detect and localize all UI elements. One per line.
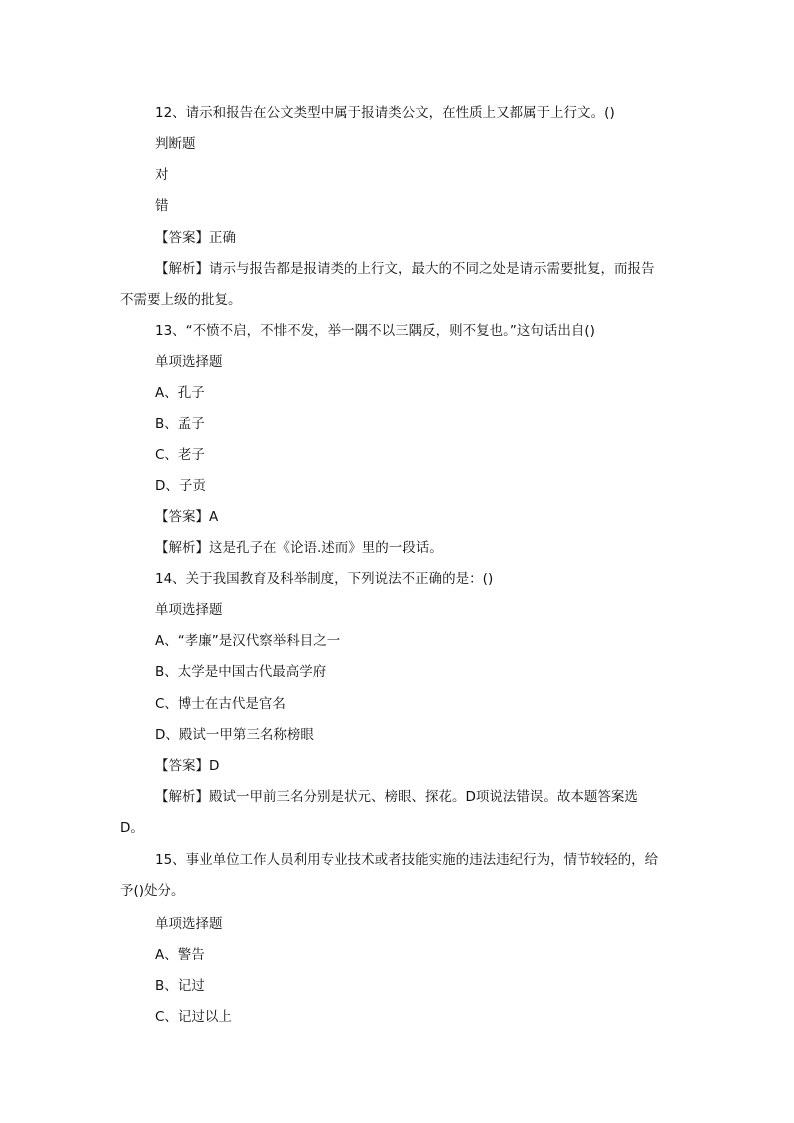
question-13-option-a: A、孔子 [155, 385, 205, 401]
question-12-option-2: 错 [155, 198, 169, 214]
question-14-option-d: D、殿试一甲第三名称榜眼 [155, 727, 314, 743]
question-15-option-c: C、记过以上 [155, 1009, 232, 1025]
question-12-analysis-cont: 不需要上级的批复。 [120, 292, 242, 308]
question-12-option-1: 对 [155, 167, 169, 183]
question-13-answer: 【答案】A [155, 509, 219, 525]
question-13-type: 单项选择题 [155, 354, 223, 370]
question-12-analysis: 【解析】请示与报告都是报请类的上行文，最大的不同之处是请示需要批复，而报告 [155, 261, 655, 277]
question-13-option-b: B、孟子 [155, 416, 205, 432]
question-13-option-c: C、老子 [155, 447, 205, 463]
question-12-stem: 12、请示和报告在公文类型中属于报请类公文，在性质上又都属于上行文。() [155, 105, 615, 121]
question-14-type: 单项选择题 [155, 602, 223, 618]
question-13-stem: 13、“不愤不启，不悱不发，举一隅不以三隅反，则不复也。”这句话出自() [155, 323, 595, 339]
question-15-type: 单项选择题 [155, 916, 223, 932]
question-15-stem-cont: 予()处分。 [120, 883, 185, 899]
question-12-answer: 【答案】正确 [155, 230, 236, 246]
question-14-analysis: 【解析】殿试一甲前三名分别是状元、榜眼、探花。D项说法错误。故本题答案选 [155, 789, 638, 805]
question-15-option-a: A、警告 [155, 947, 205, 963]
question-14-option-a: A、“孝廉”是汉代察举科目之一 [155, 633, 341, 649]
question-14-option-c: C、博士在古代是官名 [155, 696, 286, 712]
question-13-analysis: 【解析】这是孔子在《论语.述而》里的一段话。 [155, 540, 443, 556]
question-14-answer: 【答案】D [155, 758, 220, 774]
question-12-type: 判断题 [155, 136, 196, 152]
question-14-option-b: B、太学是中国古代最高学府 [155, 664, 327, 680]
question-14-analysis-cont: D。 [120, 820, 144, 836]
question-14-stem: 14、关于我国教育及科举制度，下列说法不正确的是：() [155, 571, 494, 587]
question-13-option-d: D、子贡 [155, 478, 206, 494]
question-15-stem: 15、事业单位工作人员利用专业技术或者技能实施的违法违纪行为，情节较轻的，给 [155, 852, 659, 868]
question-15-option-b: B、记过 [155, 978, 205, 994]
